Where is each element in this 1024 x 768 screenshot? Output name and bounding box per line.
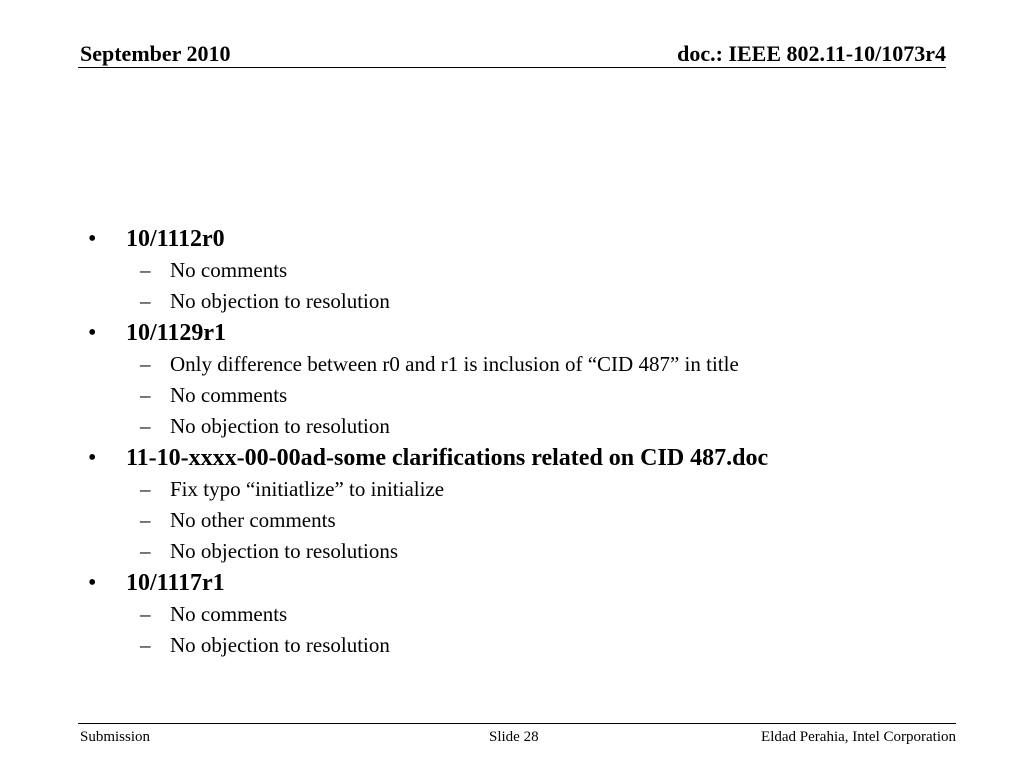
sub-item [88, 411, 948, 442]
dash-icon: – [140, 414, 151, 438]
bullet-title: 10/1112r0 [126, 226, 225, 252]
sub-item-text: No other comments [170, 508, 336, 532]
bullet-item [88, 317, 948, 349]
sub-item-text: No comments [170, 602, 288, 626]
sub-item [88, 474, 948, 505]
bullet-item [88, 223, 948, 255]
bullet-icon: • [88, 320, 97, 346]
sub-item-text: No objection to resolution [170, 633, 390, 657]
sub-item [88, 505, 948, 536]
bullet-icon: • [88, 226, 97, 252]
bullet-title: 11-10-xxxx-00-00ad-some clarifications related on CID 487.doc [126, 445, 769, 471]
sub-item [88, 380, 948, 411]
dash-icon: – [140, 289, 151, 313]
bullet-item [88, 442, 948, 474]
sub-item [88, 286, 948, 317]
sub-item [88, 599, 948, 630]
sub-item [88, 255, 948, 286]
bullet-list [88, 223, 948, 661]
dash-icon: – [140, 602, 151, 626]
dash-icon: – [140, 633, 151, 657]
bullet-item [88, 567, 948, 599]
sub-item [88, 536, 948, 567]
sub-item-text: No comments [170, 258, 288, 282]
sub-item-text: No objection to resolution [170, 414, 390, 438]
sub-item-text: No comments [170, 383, 288, 407]
header-date: September 2010 [80, 41, 231, 66]
sub-item-text: No objection to resolution [170, 289, 390, 313]
header-divider [78, 67, 946, 68]
sub-item [88, 349, 948, 380]
footer-submission: Submission [80, 729, 151, 745]
sub-item-text: Fix typo “initiatlize” to initialize [170, 477, 445, 501]
dash-icon: – [140, 258, 151, 282]
dash-icon: – [140, 477, 151, 501]
footer-slide-number: Slide 28 [489, 729, 539, 745]
sub-item-text: No objection to resolutions [170, 539, 399, 563]
bullet-icon: • [88, 570, 97, 596]
sub-item-text: Only difference between r0 and r1 is inclusion of “CID 487” in title [170, 352, 739, 376]
footer-divider [78, 723, 956, 724]
dash-icon: – [140, 383, 151, 407]
dash-icon: – [140, 352, 151, 376]
dash-icon: – [140, 539, 151, 563]
bullet-title: 10/1117r1 [126, 570, 225, 596]
sub-item [88, 630, 948, 661]
footer-author: Eldad Perahia, Intel Corporation [761, 729, 956, 745]
bullet-title: 10/1129r1 [126, 320, 226, 346]
header-doc-id: doc.: IEEE 802.11-10/1073r4 [677, 41, 946, 66]
dash-icon: – [140, 508, 151, 532]
bullet-icon: • [88, 445, 97, 471]
